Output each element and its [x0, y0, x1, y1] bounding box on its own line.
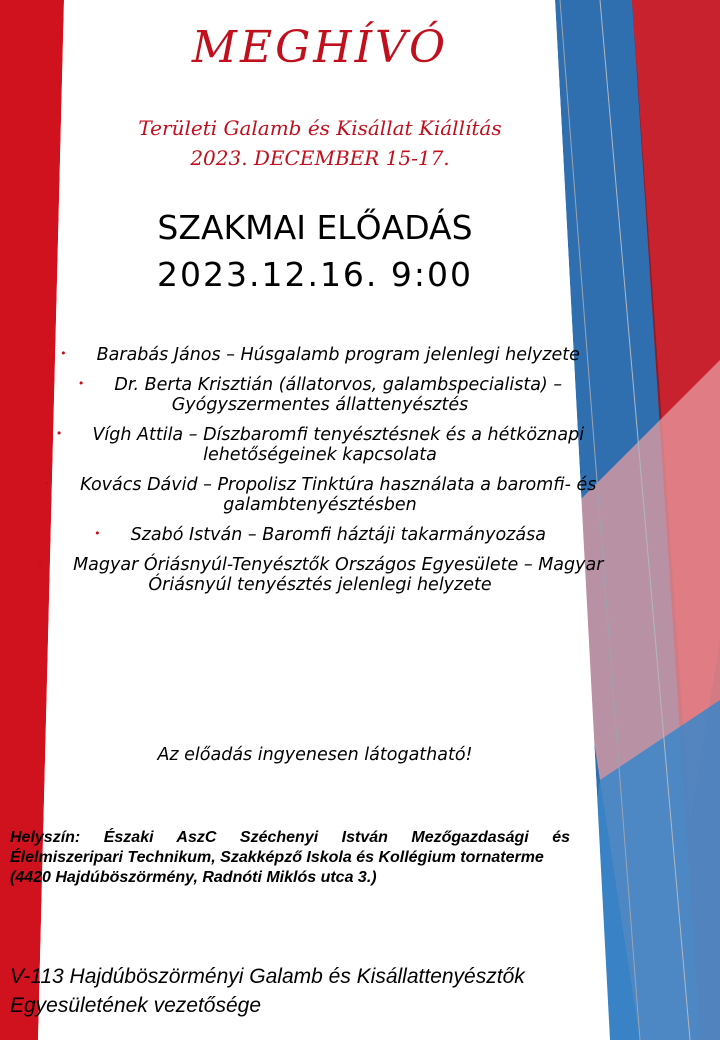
invitation-title: MEGHÍVÓ	[191, 22, 449, 73]
talk-speaker: Dr. Berta Krisztián (állatorvos, galambspecialista)	[114, 375, 548, 395]
bullet-icon: •	[36, 557, 44, 570]
venue-info	[10, 828, 570, 888]
talk-speaker: Kovács Dávid	[80, 475, 198, 495]
talk-speaker: Barabás János	[96, 345, 221, 365]
talk-speaker: Szabó István	[130, 525, 243, 545]
talk-speaker: Magyar Óriásnyúl-Tenyésztők Országos Egyesülete	[73, 555, 519, 575]
talk-topic: Magyar Óriásnyúl tenyésztés jelenlegi helyzete	[148, 555, 604, 595]
event-dates: 2023. DECEMBER 15-17.	[190, 146, 450, 170]
talk-topic: Díszbaromfi tenyésztésnek és a hétköznapi lehetőségeinek kapcsolata	[203, 425, 585, 465]
venue-postal-address: (4420 Hajdúböszörmény, Radnóti Miklós utca 3.)	[10, 869, 377, 886]
bullet-icon: •	[43, 477, 51, 490]
bullet-icon: •	[55, 427, 63, 440]
bullet-icon: •	[77, 377, 85, 390]
bullet-icon: •	[60, 347, 67, 360]
session-heading: SZAKMAI ELŐADÁS	[157, 208, 473, 247]
event-name: Területi Galamb és Kisállat Kiállítás	[138, 116, 502, 140]
list-item: • Magyar Óriásnyúl-Tenyésztők Országos Egyesülete – Magyar Óriásnyúl tenyésztés jelenlegi helyzete	[36, 555, 604, 595]
list-item: • Barabás János – Húsgalamb program jelenlegi helyzete	[60, 345, 580, 365]
session-datetime: 2023.12.16. 9:00	[156, 255, 474, 294]
list-item: • Szabó István – Baromfi háztáji takarmányozása	[94, 525, 546, 545]
list-item: • Kovács Dávid – Propolisz Tinktúra használata a baromfi- és galambtenyésztésben	[43, 475, 597, 515]
bullet-icon: •	[94, 527, 101, 540]
talk-topic: Baromfi háztáji takarmányozása	[262, 525, 546, 545]
talk-speaker: Vígh Attila	[92, 425, 184, 445]
list-item: • Dr. Berta Krisztián (állatorvos, galambspecialista) – Gyógyszermentes állattenyésztés	[77, 375, 563, 415]
list-item: • Vígh Attila – Díszbaromfi tenyésztésnek és a hétköznapi lehetőségeinek kapcsolata	[55, 425, 585, 465]
talk-topic: Propolisz Tinktúra használata a baromfi- és galambtenyésztésben	[217, 475, 597, 515]
talk-topic: Húsgalamb program jelenlegi helyzete	[240, 345, 580, 365]
organizer-signature: V-113 Hajdúböszörményi Galamb és Kisállattenyésztők Egyesületének vezetősége	[10, 965, 525, 1017]
venue-address: Helyszín: Északi AszC Széchenyi István Mezőgazdasági és Élelmiszeripari Technikum, Szakképző Iskola és Kollégium tornaterme	[10, 829, 570, 866]
talk-list	[30, 344, 610, 604]
free-entry-note: Az előadás ingyenesen látogatható!	[157, 745, 473, 765]
talk-topic: Gyógyszermentes állattenyésztés	[171, 395, 469, 415]
